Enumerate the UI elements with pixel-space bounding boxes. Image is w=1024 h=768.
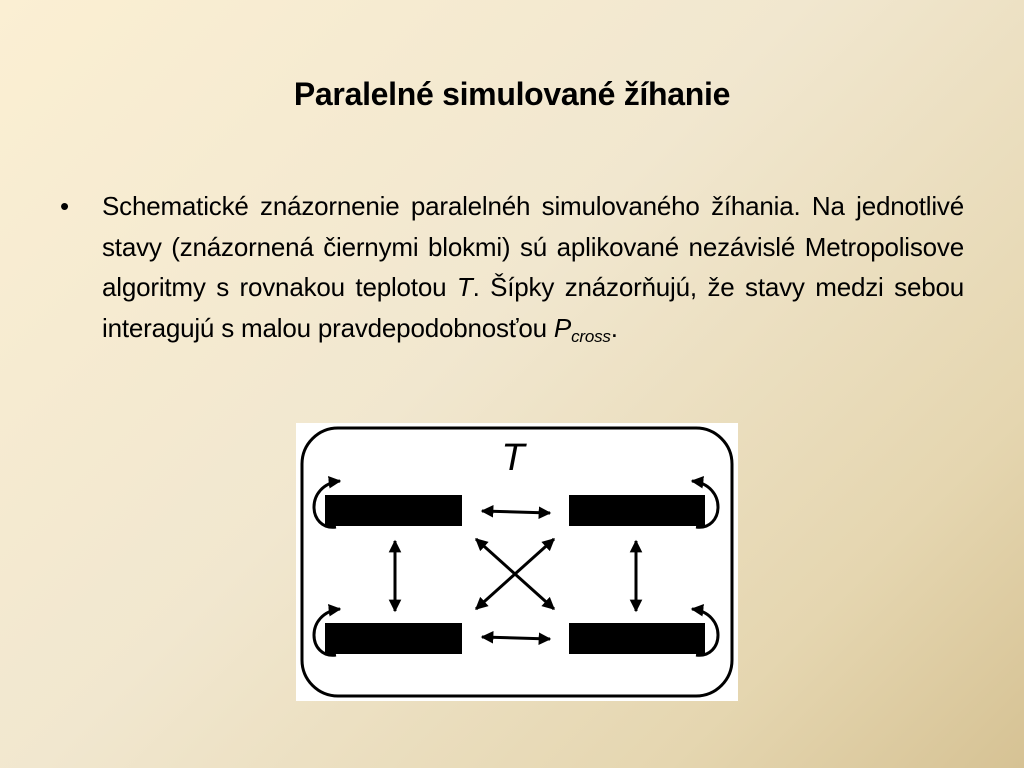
bullet-marker: • — [60, 191, 70, 221]
state-block-bottom-right — [569, 623, 705, 654]
bullet-text-part-2: . Šípky znázorňujú, že stavy medzi sebou interagujú s malou pravdepodobnosťou — [102, 272, 964, 343]
bullet-text-end: . — [610, 312, 618, 343]
bullet-text-part-1: Schematické znázornenie paralelnéh simulovaného žíhania. Na jednotlivé stavy (znázornená čiernymi blokmi) sú aplikované nezávislé Metropolisove algoritmy s rovnakou teplotou — [102, 191, 964, 302]
diagram-svg — [296, 423, 738, 701]
probability-symbol: P — [553, 312, 572, 343]
state-block-bottom-left — [325, 623, 462, 654]
state-block-top-right — [569, 495, 705, 526]
exchange-arrow-bottom — [482, 637, 550, 639]
probability-subscript: cross — [571, 326, 611, 346]
diagram-temperature-label: T — [501, 437, 525, 479]
bullet-item — [60, 186, 964, 348]
bullet-text — [102, 186, 964, 348]
temperature-symbol: T — [456, 272, 473, 302]
state-block-top-left — [325, 495, 462, 526]
slide-title: Paralelné simulované žíhanie — [293, 76, 731, 112]
exchange-arrow-top — [482, 511, 550, 513]
parallel-annealing-diagram — [296, 423, 738, 701]
